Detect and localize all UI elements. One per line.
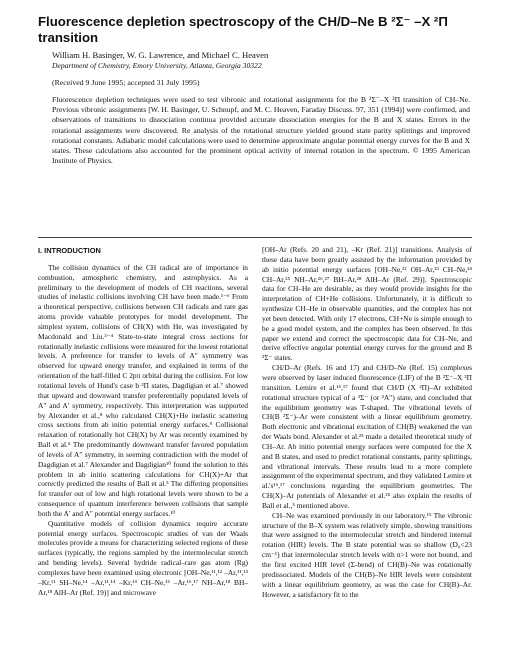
author-list: William H. Basinger, W. G. Lawrence, and Michael C. Heaven [52,50,269,60]
paragraph: CH/D–Ar (Refs. 16 and 17) and CH/D–Ne (Ref. 15) complexes were observed by laser induced fluorescence (LIF) of the B ²Σ⁻–X ²Π transition. Lemire et al.¹⁶,¹⁷ found that CH/D (X ²Π)–Ar exhibited rotational structure typical of a ²Σ⁻ (or ²A″) state, and concluded that the equilibrium geometry was T-shaped. The vibrational levels of CH(B ²Σ⁻)–Ar were consistent with a linear equilibrium geometry. Both electronic and vibrational excitation of CH(B) weakened the van der Waals bond. Alexander et al.²⁵ made a detailed theoretical study of CH–Ar. Ab initio potential energy surfaces were computed for the X and B states, and used to predict rotational constants, parity splittings, and vibrational intervals. These results lead to a more complete assignment of the experimental spectrum, and they validated Lemire et al.'s¹⁶,¹⁷ conclusions regarding the equilibrium geometries. The CH(X)–Ar potentials of Alexander et al.²⁵ also explain the results of Ball et al.,⁵ mentioned above. [262,363,472,510]
affiliation: Department of Chemistry, Emory University, Atlanta, Georgia 30322 [52,61,262,70]
paragraph: The collision dynamics of the CH radical are of importance in combustion, atmospheric chemistry, and astrophysics. As a preliminary to the development of models of CH reactions, several studies of inelastic collisions involving CH have been made.¹⁻⁶ From a theoretical perspective, collisions between CH radicals and rare gas atoms provide valuable prototypes for model development. The simplest system, collisions of CH(X) with He, was investigated by Macdonald and Liu.²⁻⁴ State-to-state integral cross sections for rotationally inelastic collisions were measured for the lowest rotational levels. A preference for transfer to levels of A″ symmetry was observed for upward energy transfer, and explained in terms of the orientation of the half-filled C 2pπ orbital during the collision. For low rotational levels of Hund's case b ²Π states, Dagdigian et al.⁷ showed that upward and downward transfer preferentially populated levels of A″ and A′ symmetry, respectively. This interpretation was supported by Alexander et al.,⁸ who calculated CH(X)+He inelastic scattering cross sections from ab initio potential energy surfaces.⁹ Collisional relaxation of rotationally hot CH(X) by Ar was recently examined by Ball et al.⁵ The predominantly downward transfer favored population of levels of A″ symmetry, in seeming contradiction with the model of Dagdigian et al.⁷ Alexander and Dagdigian¹⁰ found the solution to this problem in ab initio scattering calculations for CH(X)+Ar that correctly predicted the results of Ball et al.⁵ The differing propensities for transfer out of low and high rotational levels were shown to be a consequence of quantum interference between collisions that sample both the A′ and A″ potential energy surfaces.¹⁰ [38,262,248,518]
paragraph: CH–Ne was examined previously in our laboratory.¹⁵ The vibronic structure of the B–X system was relatively simple, showing transitions that were assigned to the intermolecular stretch and hindered internal rotation (HIR) levels. The B state potential was so shallow (D₀<23 cm⁻¹) that intermolecular stretch levels with n>1 were not bound, and the first excited HIR level (Σ-bend) of CH(B)–Ne was rotationally predissociated. Models of the CH(B)–Ne HIR levels were consistent with a linear equilibrium geometry, as was the case for CH(B)–Ar. However, a satisfactory fit to the [262,510,472,599]
article-title: Fluorescence depletion spectroscopy of the CH/D–Ne B ²Σ⁻ –X ²Π transition [38,14,448,45]
abstract: Fluorescence depletion techniques were used to test vibronic and rotational assignments for the B ²Σ⁻–X ²Π transition of CH–Ne. Previous vibronic assignments [W. H. Basinger, U. Schnupf, and M. C. Heaven, Faraday Discuss. 97, 351 (1994)] were confirmed, and observations of transitions to dissociation continua provided accurate dissociation energies for the B and X states. Errors in the rotational assignments were discovered. Re analysis of the rotational structure yielded ground state parity splittings and improved rotational constants. Adiabatic model calculations were used to determine approximate angular potential energy curves for the B and X states. These calculations also accounted for the prominent optical activity of internal rotation in the spectrum. © 1995 American Institute of Physics. [52,95,470,166]
section-divider [38,237,472,238]
left-column [38,246,248,598]
paragraph: [OH–Ar (Refs. 20 and 21), –Kr (Ref. 21)] transitions. Analysis of these data have been greatly assisted by the information provided by ab initio potential energy surfaces [OH–Ne,²² OH–Ar,²³ CH–Ne,²⁴ CH–Ar,²⁵ NH–Ar,²⁶,²⁷ BH–Ar,²⁸ AlH–Ar (Ref. 29)]. Spectroscopic data for CH–He are desirable, as they would provide insights for the interpretation of CH+He collisions. Unfortunately, it is difficult to synthesize CH–He in observable quantities, and the complex has not yet been detected. With only 17 electrons, CH+Ne is simple enough to be a good model system, and the complex has been observed. In this paper we extend and correct the spectroscopic data for CH–Ne, and derive effective angular potential energy curves for the ground and B ²Σ⁻ states. [262,245,472,363]
paragraph: Quantitative models of collision dynamics require accurate potential energy surfaces. Spectroscopic studies of van der Waals molecules provide a means for characterizing selected regions of these surfaces (typically, the regions sampled by the intermolecular stretch and bending levels). Several hydride radical–rare gas atom (Rg) complexes have been examined using electronic [OH–Ne,¹¹,¹² –Ar,¹¹,¹³ –Kr,¹¹ SH–Ne,¹⁴ –Ar,¹¹,¹⁴ –Kr,¹⁴ CH–Ne,¹⁵ –Ar,¹⁶,¹⁷ NH–Ar,¹⁸ BH–Ar,¹⁸ AlH–Ar (Ref. 19)] and microwave [38,518,248,597]
received-dates: (Received 9 June 1995; accepted 31 July 1995) [52,78,200,87]
right-column [262,245,472,599]
section-heading: I. INTRODUCTION [38,246,101,255]
